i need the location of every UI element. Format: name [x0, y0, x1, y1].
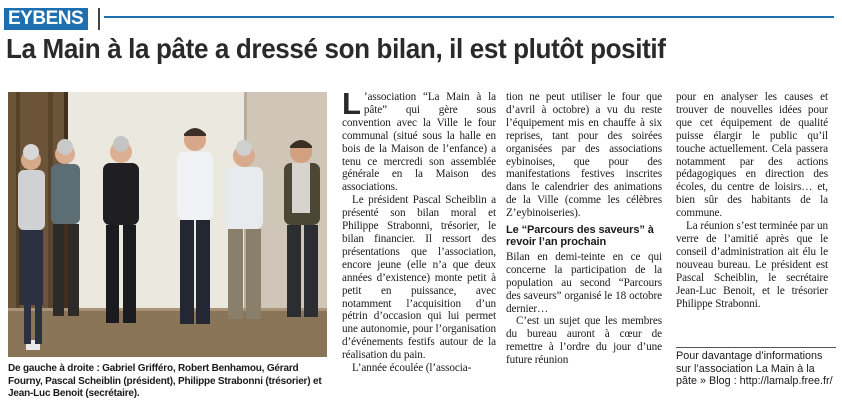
- paragraph: La réunion s’est terminée par un verre de l’amitié après que le conseil d’administration ait élu le nouveau bureau. Le président est Pascal Scheiblin, le secrétaire Jean-Luc Benoit, et le trésorier Philippe Strabonni.: [676, 220, 828, 310]
- group-photo: [8, 92, 327, 357]
- subhead: Le “Parcours des saveurs” à revoir l’an prochain: [506, 224, 654, 249]
- paragraph: tion ne peut utiliser le four que d’avril à octobre) a vu du reste l’équipement mis en chauffe à six reprises, tant pour des soirées organisées par des associations eybinoises, que pour des manifestations festives inscrites dans le calendrier des animations de la Ville (comme les célèbres Z’eybinoiseries).: [506, 91, 662, 220]
- group-photo-illustration: [8, 92, 327, 357]
- section-label: EYBENS: [4, 8, 88, 30]
- article-column-1: [342, 86, 496, 375]
- section-rule: [104, 16, 834, 18]
- headline: La Main à la pâte a dressé son bilan, il est plutôt positif: [6, 33, 666, 64]
- section-divider-tick: [98, 8, 100, 30]
- paragraph: ’association “La Main à la pâte” qui gère sous convention avec la Ville le four communal (situé sous la halle en bois de la Maison de l’enfance) a tenu ce mercredi son assemblée générale en la Maison des associations.: [342, 91, 496, 194]
- dropcap: L: [342, 86, 361, 121]
- blog-info: Pour davantage d’informations sur l’association La Main à la pâte » Blog : http://lamalp.free.fr/: [676, 347, 836, 388]
- paragraph: Bilan en demi-teinte en ce qui concerne la participation de la population au second “Parcours des saveurs” organisé le 18 octobre dernier…: [506, 250, 662, 315]
- paragraph: pour en analyser les causes et trouver de nouvelles idées pour que cet équipement de qualité puisse élargir le public qu’il touche actuellement. Cela passera notamment par des actions pédagogiques en direction des écoles, du centre de loisirs… et, bien sûr des habitants de la commune.: [676, 91, 828, 220]
- paragraph: L’année écoulée (l’associa-: [352, 362, 472, 375]
- photo-caption: De gauche à droite : Gabriel Grifféro, Robert Benhamou, Gérard Fourny, Pascal Scheiblin (président), Philippe Strabonni (trésorier) et Jean-Luc Benoit (secrétaire).: [8, 363, 322, 399]
- article-column-2: [506, 91, 662, 367]
- article-column-3: [676, 91, 828, 310]
- paragraph: C’est un sujet que les membres du bureau auront à cœur de remettre à l’ordre du jour d’une future réunion: [506, 315, 662, 367]
- paragraph: Le président Pascal Scheiblin a présenté son bilan moral et Philippe Strabonni, trésorier, le bilan financier. Il ressort des présentations que l’association, encore jeune (elle n’a que deux années d’existence) monte petit à petit en puissance, avec notamment l’acquisition d’un pétrin d’occasion qui lui permet une autonomie, pour l’organisation d’événements festifs autour de la réalisation du pain.: [342, 194, 496, 362]
